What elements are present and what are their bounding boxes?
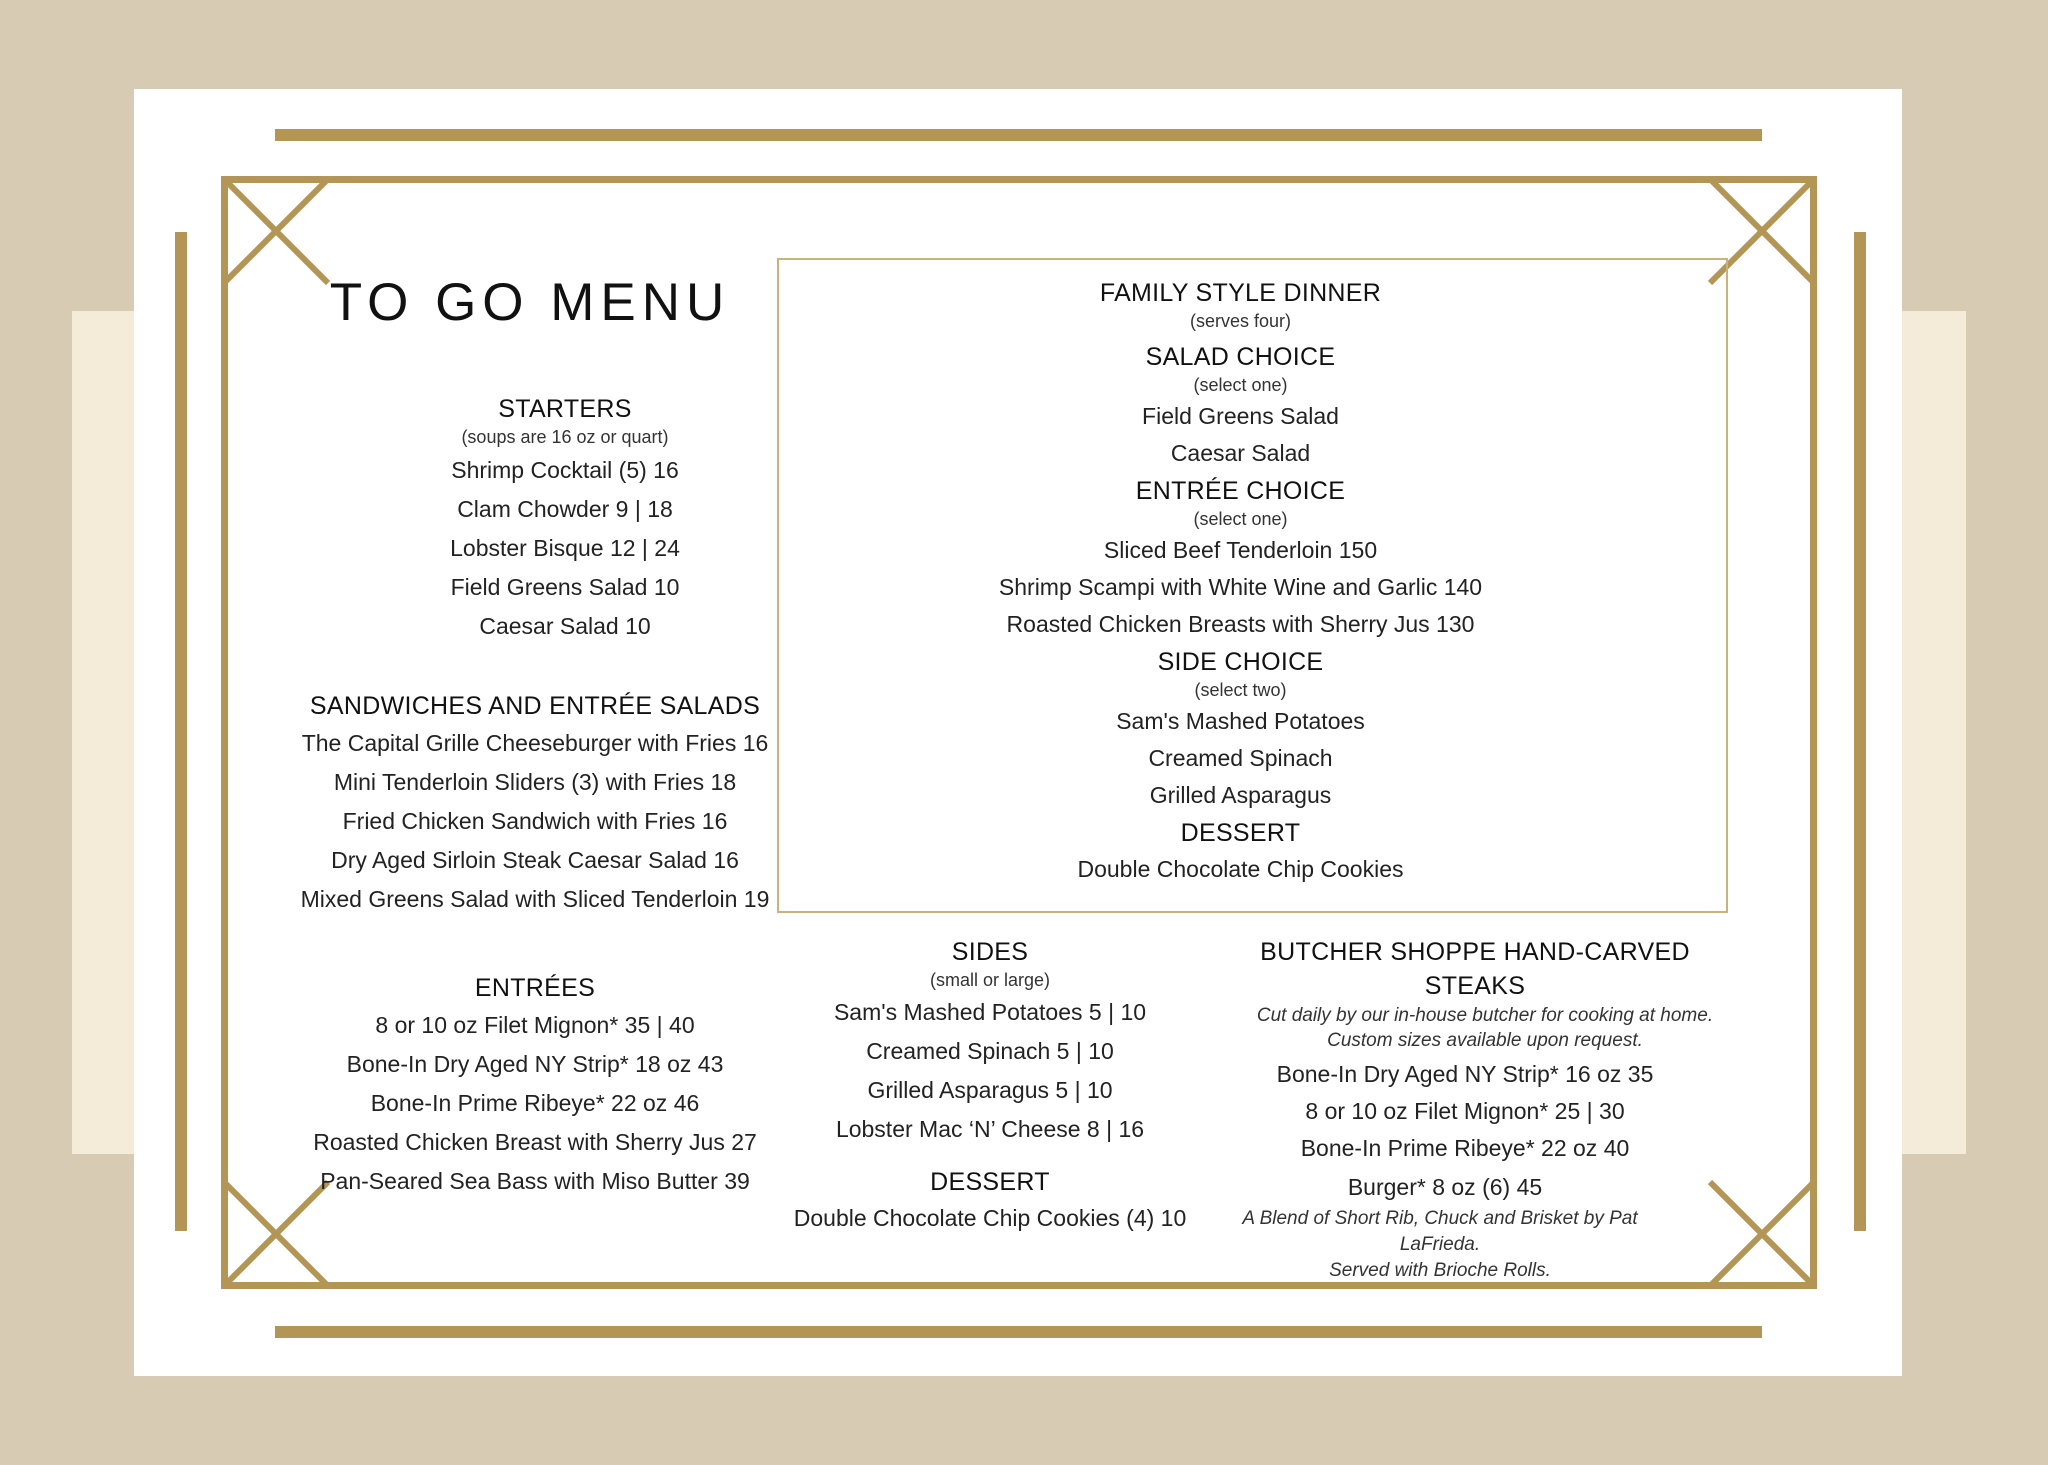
menu-item: Roasted Chicken Breasts with Sherry Jus 130	[1006, 611, 1475, 637]
side-choice-note: (select two)	[1194, 680, 1287, 700]
menu-item: Double Chocolate Chip Cookies (4) 10	[793, 1205, 1187, 1231]
menu-item: Mini Tenderloin Sliders (3) with Fries 18	[333, 769, 737, 795]
salad-choice-heading: SALAD CHOICE	[1145, 343, 1336, 371]
menu-item: Lobster Bisque 12 | 24	[450, 535, 680, 561]
menu-item: Creamed Spinach 5 | 10	[866, 1038, 1114, 1064]
menu-item: Bone-In Prime Ribeye* 22 oz 46	[370, 1090, 700, 1116]
entree-choice-heading: ENTRÉE CHOICE	[1135, 477, 1346, 505]
family-style-section	[777, 276, 1704, 888]
menu-item: Grilled Asparagus 5 | 10	[867, 1077, 1113, 1103]
right-gold-bar	[1854, 232, 1866, 1231]
butcher-heading: BUTCHER SHOPPE HAND-CARVED STEAKS	[1260, 938, 1690, 1000]
burger-note-line1: A Blend of Short Rib, Chuck and Brisket by Pat LaFrieda.	[1242, 1208, 1638, 1255]
family-note: (serves four)	[1189, 311, 1292, 331]
burger-note-line2: Served with Brioche Rolls.	[1329, 1260, 1551, 1281]
salad-choice-note: (select one)	[1193, 375, 1288, 395]
menu-item: Pan-Seared Sea Bass with Miso Butter 39	[320, 1168, 750, 1194]
sides-section	[790, 935, 1190, 1149]
left-gold-bar	[175, 232, 187, 1231]
menu-item: Bone-In Dry Aged NY Strip* 16 oz 35	[1276, 1061, 1654, 1087]
menu-item: Field Greens Salad 10	[450, 574, 680, 600]
menu-item: Dry Aged Sirloin Steak Caesar Salad 16	[331, 847, 739, 873]
starters-note: (soups are 16 oz or quart)	[461, 427, 669, 447]
menu-item: The Capital Grille Cheeseburger with Fries 16	[301, 730, 769, 756]
menu-item: Creamed Spinach	[1148, 745, 1333, 771]
starters-section	[300, 393, 830, 646]
menu-item: Shrimp Scampi with White Wine and Garlic 140	[998, 574, 1483, 600]
top-gold-bar	[275, 129, 1762, 141]
menu-item: Bone-In Dry Aged NY Strip* 18 oz 43	[346, 1051, 724, 1077]
dessert-heading: DESSERT	[930, 1168, 1050, 1196]
menu-item: Field Greens Salad	[1142, 403, 1339, 429]
family-heading: FAMILY STYLE DINNER	[1099, 279, 1382, 307]
menu-item: Double Chocolate Chip Cookies	[1077, 856, 1404, 882]
entree-choice-note: (select one)	[1193, 509, 1288, 529]
entrees-section	[290, 970, 780, 1201]
sides-note: (small or large)	[929, 970, 1051, 990]
menu-item: Shrimp Cocktail (5) 16	[451, 457, 679, 483]
menu-item: Clam Chowder 9 | 18	[457, 496, 673, 522]
family-dessert-heading: DESSERT	[1180, 819, 1301, 847]
menu-item: 8 or 10 oz Filet Mignon* 35 | 40	[375, 1012, 695, 1038]
sides-heading: SIDES	[951, 938, 1029, 966]
menu-item: Lobster Mac ‘N’ Cheese 8 | 16	[835, 1116, 1145, 1142]
side-choice-heading: SIDE CHOICE	[1157, 648, 1324, 676]
menu-item: Sliced Beef Tenderloin 150	[1103, 537, 1378, 563]
menu-item: 8 or 10 oz Filet Mignon* 25 | 30	[1305, 1098, 1625, 1124]
menu-item: Sam's Mashed Potatoes 5 | 10	[833, 999, 1147, 1025]
butcher-note-line2: Custom sizes available upon request.	[1327, 1030, 1643, 1051]
menu-item: Fried Chicken Sandwich with Fries 16	[342, 808, 728, 834]
bottom-gold-bar	[275, 1326, 1762, 1338]
butcher-note-line1: Cut daily by our in-house butcher for cooking at home.	[1256, 1005, 1714, 1026]
menu-item: Caesar Salad 10	[479, 613, 651, 639]
sandwiches-heading: SANDWICHES AND ENTRÉE SALADS	[309, 692, 761, 720]
menu-item: Sam's Mashed Potatoes	[1116, 708, 1365, 734]
butcher-section	[1220, 935, 1730, 1284]
menu-item: Roasted Chicken Breast with Sherry Jus 27	[313, 1129, 757, 1155]
menu-item: Mixed Greens Salad with Sliced Tenderloin 19	[300, 886, 770, 912]
menu-item: Grilled Asparagus	[1149, 782, 1332, 808]
menu-item: Burger* 8 oz (6) 45	[1347, 1174, 1543, 1200]
entrees-heading: ENTRÉES	[474, 974, 596, 1002]
corner-ornament-top-left	[221, 176, 331, 286]
sandwiches-section	[290, 688, 780, 919]
page-title: TO GO MENU	[329, 273, 731, 332]
dessert-section	[790, 1164, 1190, 1236]
starters-heading: STARTERS	[498, 395, 632, 423]
menu-item: Caesar Salad	[1170, 440, 1311, 466]
menu-item: Bone-In Prime Ribeye* 22 oz 40	[1300, 1135, 1630, 1161]
